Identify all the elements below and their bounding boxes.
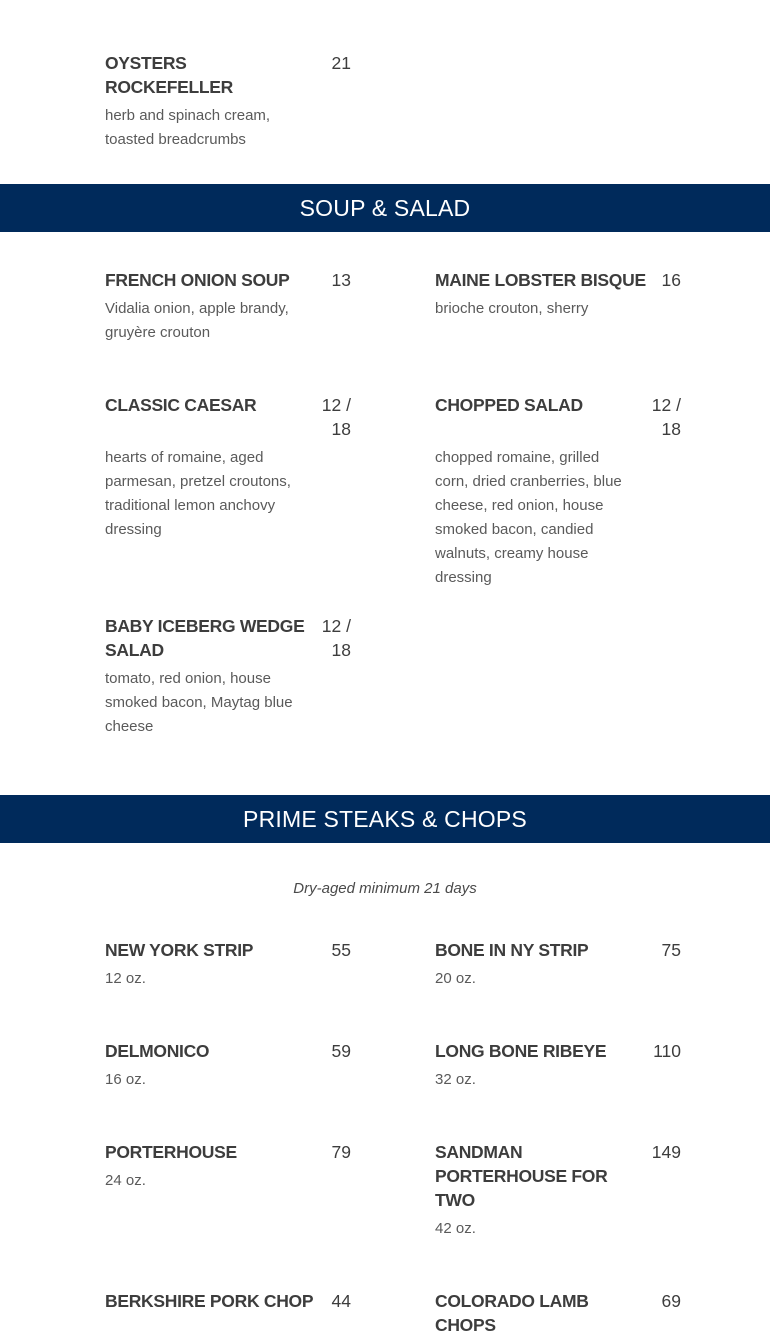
item-name: MAINE LOBSTER BISQUE — [435, 270, 646, 290]
item-price: 21 — [331, 53, 351, 73]
item-description: 12 oz. — [105, 970, 146, 987]
item-name: OYSTERS ROCKEFELLER — [105, 53, 233, 97]
item-price: 69 — [661, 1291, 681, 1311]
menu-item-long-bone-ribeye — [435, 1039, 681, 1092]
item-price: 149 — [651, 1142, 681, 1162]
item-name: CLASSIC CAESAR — [105, 395, 257, 415]
item-price: 12 / 18 — [321, 395, 351, 439]
menu-item-french-onion-soup — [105, 268, 351, 345]
menu-item-sandman-porterhouse — [435, 1140, 681, 1241]
item-name: DELMONICO — [105, 1041, 210, 1061]
item-description: brioche crouton, sherry — [435, 300, 589, 317]
menu-item-delmonico — [105, 1039, 351, 1092]
menu-item-colorado-lamb-chops — [435, 1289, 681, 1342]
item-price: 16 — [661, 270, 681, 290]
item-description: 20 oz. — [435, 970, 476, 987]
item-name: BABY ICEBERG WEDGE SALAD — [105, 616, 305, 660]
item-description: tomato, red onion, house smoked bacon, Maytag blue cheese — [105, 670, 293, 735]
item-description: 16 oz. — [105, 1071, 146, 1088]
item-name: NEW YORK STRIP — [105, 940, 254, 960]
item-price: 55 — [331, 940, 351, 960]
item-description: 24 oz. — [105, 1172, 146, 1189]
menu-item-maine-lobster-bisque — [435, 268, 681, 321]
menu-item-chopped-salad — [435, 393, 681, 590]
item-name: FRENCH ONION SOUP — [105, 270, 290, 290]
item-price: 75 — [661, 940, 681, 960]
item-price: 12 / 18 — [321, 616, 351, 660]
item-name: SANDMAN PORTERHOUSE FOR TWO — [435, 1142, 608, 1210]
item-price: 12 / 18 — [651, 395, 681, 439]
item-price: 13 — [331, 270, 351, 290]
section-note: Dry-aged minimum 21 days — [293, 880, 477, 897]
menu-item-baby-iceberg-wedge — [105, 614, 351, 739]
menu-item-oysters-rockefeller — [105, 51, 351, 152]
item-price: 79 — [331, 1142, 351, 1162]
item-price: 59 — [331, 1041, 351, 1061]
item-name: BONE IN NY STRIP — [435, 940, 589, 960]
item-name: PORTERHOUSE — [105, 1142, 237, 1162]
menu-item-porterhouse — [105, 1140, 351, 1193]
item-description: 32 oz. — [435, 1071, 476, 1088]
item-name: CHOPPED SALAD — [435, 395, 583, 415]
item-price: 110 — [653, 1041, 681, 1061]
item-description: 42 oz. — [435, 1220, 476, 1237]
item-description: Vidalia onion, apple brandy, gruyère crouton — [105, 300, 289, 341]
item-description: herb and spinach cream, toasted breadcrumbs — [105, 107, 271, 148]
item-name: BERKSHIRE PORK CHOP — [105, 1291, 314, 1311]
section-header-soup-salad: SOUP & SALAD — [0, 184, 770, 232]
menu-item-berkshire-pork-chop — [105, 1289, 351, 1318]
item-price: 44 — [331, 1291, 351, 1311]
menu-item-classic-caesar — [105, 393, 351, 542]
item-description: chopped romaine, grilled corn, dried cranberries, blue cheese, red onion, house smoked bacon, candied walnuts, creamy house dressing — [435, 449, 622, 586]
item-name: LONG BONE RIBEYE — [435, 1041, 607, 1061]
item-description: hearts of romaine, aged parmesan, pretzel croutons, traditional lemon anchovy dressing — [105, 449, 291, 538]
cut-off-text — [105, 0, 130, 1]
item-name: COLORADO LAMB CHOPS — [435, 1291, 589, 1335]
menu-item-bone-in-ny-strip — [435, 938, 681, 991]
section-header-prime-steaks: PRIME STEAKS & CHOPS — [0, 795, 770, 843]
menu-item-new-york-strip — [105, 938, 351, 991]
